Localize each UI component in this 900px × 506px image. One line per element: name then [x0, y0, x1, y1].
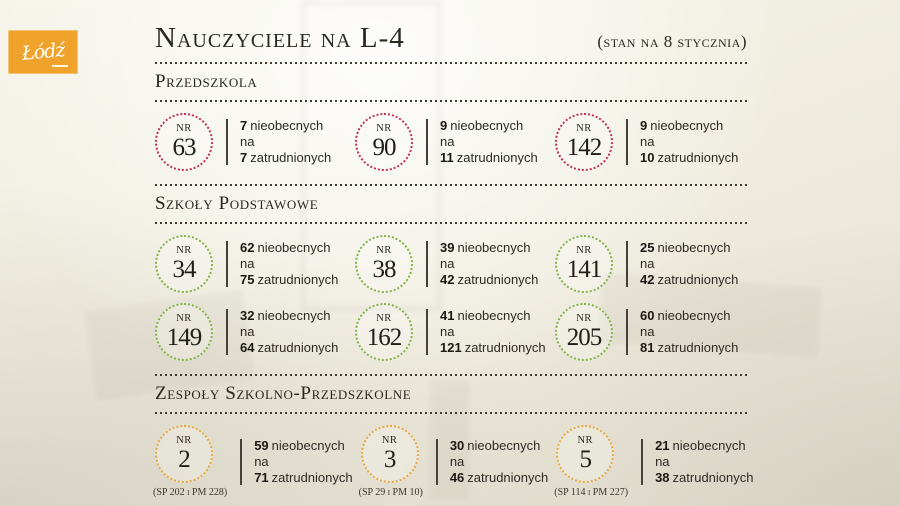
page-subtitle: (stan na 8 stycznia) — [597, 32, 747, 51]
stat-divider — [240, 439, 242, 485]
section-grid-0 — [155, 104, 747, 182]
lodz-logo-underline — [52, 65, 68, 67]
school-card — [155, 303, 347, 361]
na-line — [440, 256, 538, 272]
absent-label: nieobecnych — [257, 308, 331, 323]
school-number: 162 — [366, 324, 402, 352]
employed-label: zatrudnionych — [456, 150, 538, 165]
absent-line — [640, 240, 738, 256]
na-label: na — [449, 453, 465, 469]
circle-column — [555, 235, 613, 293]
absent-value: 39 — [440, 240, 455, 255]
employed-line — [240, 150, 331, 166]
school-caption: (SP 114 i PM 227) — [554, 487, 629, 498]
school-card — [555, 303, 747, 361]
employed-value: 38 — [655, 469, 670, 485]
absent-label: nieobecnych — [457, 240, 531, 255]
na-line — [450, 454, 548, 470]
stat-divider — [641, 439, 643, 485]
absent-label: nieobecnych — [271, 437, 345, 453]
employed-value: 7 — [240, 150, 248, 165]
school-stats — [440, 118, 538, 166]
na-label: na — [440, 324, 455, 339]
employed-label: zatrudnionych — [657, 150, 739, 165]
absent-line — [450, 438, 548, 454]
school-card — [355, 303, 547, 361]
lodz-logo-text: Łódź — [20, 38, 65, 65]
na-line — [254, 454, 352, 470]
circle-column — [555, 113, 613, 171]
employed-line — [640, 340, 738, 356]
school-card — [155, 425, 353, 498]
school-number: 5 — [579, 446, 591, 474]
header-row — [155, 22, 747, 60]
absent-line — [440, 118, 538, 134]
absent-line — [440, 308, 546, 324]
school-number: 141 — [566, 256, 602, 284]
employed-line — [440, 340, 546, 356]
school-stats — [240, 308, 338, 356]
school-stats — [240, 240, 338, 288]
nr-label: NR — [176, 434, 192, 446]
school-number-circle — [556, 425, 614, 483]
na-label: na — [640, 324, 655, 339]
school-number-circle — [155, 303, 213, 361]
na-line — [640, 256, 738, 272]
absent-label: nieobecnych — [467, 437, 541, 453]
school-number: 38 — [372, 256, 396, 284]
divider-line — [155, 184, 747, 186]
school-card — [355, 113, 547, 171]
school-stats — [450, 438, 548, 486]
employed-label: zatrudnionych — [250, 150, 332, 165]
stat-divider — [426, 241, 428, 287]
na-line — [440, 324, 546, 340]
nr-label: NR — [576, 312, 592, 324]
circle-column — [555, 303, 613, 361]
school-card — [555, 113, 747, 171]
school-caption: (SP 29 i PM 10) — [358, 487, 423, 498]
employed-label: zatrudnionych — [657, 340, 739, 355]
nr-label: NR — [376, 244, 392, 256]
employed-line — [440, 150, 538, 166]
section-grid-2 — [153, 416, 754, 506]
stat-divider — [426, 119, 428, 165]
circle-column — [155, 425, 227, 498]
nr-label: NR — [577, 434, 594, 446]
employed-value: 121 — [440, 340, 462, 355]
school-number-circle — [355, 303, 413, 361]
na-line — [240, 256, 338, 272]
absent-value: 59 — [254, 437, 269, 453]
employed-label: zatrudnionych — [271, 469, 353, 485]
nr-label: NR — [576, 122, 592, 134]
absent-value: 30 — [449, 437, 465, 453]
school-stats — [640, 240, 738, 288]
divider-line — [155, 62, 747, 64]
school-number-circle — [155, 235, 213, 293]
employed-line — [640, 150, 738, 166]
employed-value: 42 — [640, 272, 655, 287]
school-number-circle — [155, 113, 213, 171]
school-number: 142 — [566, 134, 602, 162]
school-caption: (SP 202 i PM 228) — [153, 487, 228, 498]
nr-label: NR — [176, 312, 192, 324]
section-header-szkoly-podstawowe: Szkoły Podstawowe — [155, 193, 319, 214]
circle-column — [155, 113, 213, 171]
employed-label: zatrudnionych — [257, 340, 339, 355]
employed-value: 10 — [640, 150, 655, 165]
stat-divider — [626, 309, 628, 355]
section-header-przedszkola: Przedszkola — [155, 71, 258, 92]
employed-line — [655, 470, 753, 486]
employed-value: 81 — [640, 340, 655, 355]
stat-divider — [436, 439, 438, 485]
employed-label: zatrudnionych — [464, 340, 546, 355]
employed-label: zatrudnionych — [257, 272, 339, 287]
absent-line — [254, 438, 352, 454]
na-label: na — [440, 256, 455, 271]
school-number-circle — [361, 425, 419, 483]
absent-line — [640, 118, 738, 134]
absent-value: 60 — [640, 308, 655, 323]
absent-line — [240, 308, 338, 324]
absent-value: 25 — [640, 240, 655, 255]
employed-value: 75 — [240, 272, 255, 287]
na-label: na — [254, 453, 269, 469]
absent-value: 41 — [440, 308, 455, 323]
absent-label: nieobecnych — [650, 118, 724, 133]
absent-line — [240, 118, 331, 134]
employed-line — [254, 470, 352, 486]
nr-label: NR — [176, 122, 192, 134]
school-number-circle — [555, 113, 613, 171]
employed-value: 46 — [449, 469, 465, 485]
school-number-circle — [355, 235, 413, 293]
employed-value: 42 — [440, 272, 455, 287]
absent-value: 7 — [240, 118, 248, 133]
na-label: na — [655, 453, 670, 469]
divider-line — [155, 412, 747, 414]
school-card — [355, 235, 547, 293]
employed-line — [240, 340, 338, 356]
nr-label: NR — [381, 434, 398, 446]
divider-line — [155, 222, 747, 224]
circle-column — [155, 235, 213, 293]
stat-divider — [426, 309, 428, 355]
employed-value: 64 — [240, 340, 255, 355]
absent-value: 62 — [240, 240, 255, 255]
na-label: na — [640, 134, 655, 149]
section-header-zespoly: Zespoły Szkolno-Przedszkolne — [155, 383, 412, 404]
absent-line — [640, 308, 738, 324]
circle-column — [358, 425, 423, 498]
na-line — [240, 324, 338, 340]
absent-value: 9 — [440, 118, 448, 133]
school-number: 149 — [166, 324, 202, 352]
absent-line — [655, 438, 753, 454]
divider-line — [155, 374, 747, 376]
content-column — [153, 22, 754, 506]
school-number: 2 — [178, 446, 190, 474]
school-number-circle — [555, 303, 613, 361]
na-label: na — [640, 256, 655, 271]
employed-value: 11 — [440, 150, 454, 165]
school-number: 63 — [172, 134, 196, 162]
divider-line — [155, 100, 747, 102]
circle-column — [355, 303, 413, 361]
school-number: 34 — [172, 256, 196, 284]
absent-line — [240, 240, 338, 256]
nr-label: NR — [376, 122, 392, 134]
employed-label: zatrudnionych — [467, 469, 549, 485]
absent-line — [440, 240, 538, 256]
stat-divider — [226, 119, 228, 165]
school-number: 205 — [566, 324, 602, 352]
na-line — [240, 134, 331, 150]
circle-column — [355, 235, 413, 293]
nr-label: NR — [176, 244, 192, 256]
na-line — [655, 454, 753, 470]
school-stats — [640, 118, 738, 166]
stat-divider — [226, 309, 228, 355]
na-line — [640, 134, 738, 150]
absent-label: nieobecnych — [257, 240, 331, 255]
employed-label: zatrudnionych — [672, 469, 754, 485]
employed-value: 71 — [254, 469, 269, 485]
stat-divider — [626, 119, 628, 165]
stat-divider — [626, 241, 628, 287]
page-title: Nauczyciele na L-4 — [155, 22, 405, 54]
absent-label: nieobecnych — [250, 118, 324, 133]
employed-label: zatrudnionych — [457, 272, 539, 287]
school-card — [155, 235, 347, 293]
absent-value: 32 — [240, 308, 255, 323]
absent-label: nieobecnych — [457, 308, 531, 323]
section-grid-1 — [155, 226, 747, 372]
circle-column — [155, 303, 213, 361]
school-number: 90 — [372, 134, 396, 162]
school-card — [555, 235, 747, 293]
employed-line — [240, 272, 338, 288]
absent-value: 9 — [640, 118, 648, 133]
absent-label: nieobecnych — [672, 437, 746, 453]
na-label: na — [240, 324, 255, 339]
nr-label: NR — [576, 244, 592, 256]
employed-line — [640, 272, 738, 288]
school-stats — [240, 118, 331, 166]
na-label: na — [240, 134, 255, 149]
school-stats — [655, 438, 753, 486]
school-number-circle — [355, 113, 413, 171]
na-label: na — [440, 134, 455, 149]
absent-label: nieobecnych — [450, 118, 524, 133]
employed-line — [440, 272, 538, 288]
circle-column — [556, 425, 628, 498]
school-number: 3 — [383, 446, 396, 474]
absent-value: 21 — [655, 437, 670, 453]
school-card — [556, 425, 753, 498]
na-line — [440, 134, 538, 150]
school-card — [358, 425, 549, 498]
school-stats — [440, 240, 538, 288]
absent-label: nieobecnych — [657, 240, 731, 255]
school-number-circle — [555, 235, 613, 293]
school-number-circle — [155, 425, 213, 483]
employed-label: zatrudnionych — [657, 272, 739, 287]
absent-label: nieobecnych — [657, 308, 731, 323]
nr-label: NR — [376, 312, 392, 324]
school-stats — [440, 308, 546, 356]
school-card — [155, 113, 347, 171]
school-stats — [254, 438, 352, 486]
employed-line — [450, 470, 548, 486]
circle-column — [355, 113, 413, 171]
na-line — [640, 324, 738, 340]
stat-divider — [226, 241, 228, 287]
lodz-logo — [8, 30, 78, 74]
na-label: na — [240, 256, 255, 271]
school-stats — [640, 308, 738, 356]
